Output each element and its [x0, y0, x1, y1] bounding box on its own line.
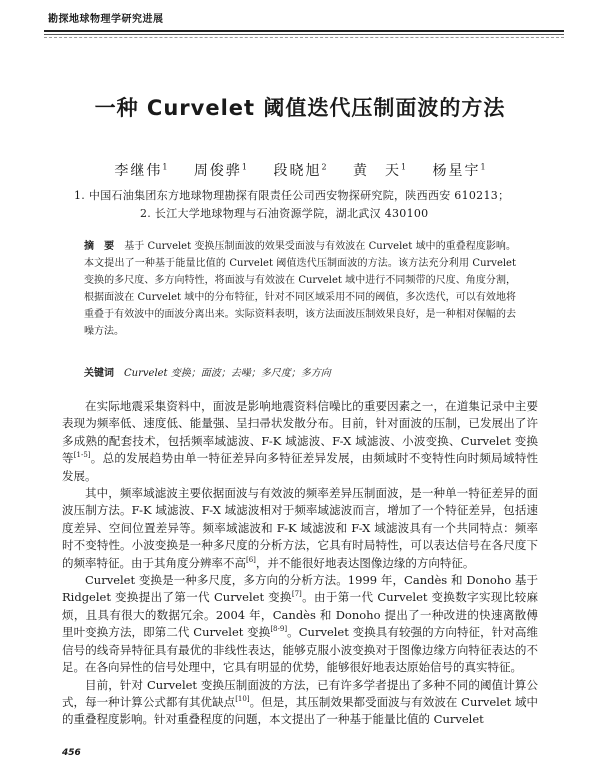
citation: [7] — [291, 590, 302, 599]
author-1 — [114, 163, 167, 179]
affiliation-1: 1. 中国石油集团东方地球物理勘探有限责任公司西安物探研究院，陕西西安 610213； — [74, 189, 510, 202]
keywords-label: 关键词 — [84, 368, 114, 379]
author-5 — [433, 163, 486, 179]
author-name: 段晓旭 — [273, 163, 322, 179]
body-paragraph-2 — [62, 485, 538, 572]
citation: [8-9] — [270, 625, 288, 634]
page-number: 456 — [62, 748, 81, 758]
paper-title: 一种 Curvelet 阈值迭代压制面波的方法 — [94, 96, 506, 120]
paragraph-text: 目前，针对 Curvelet 变换压制面波的方法，已有许多学者提出了多种不同的阈值计算公式，每一种计算公式都有其优缺点 — [62, 677, 538, 709]
author-3 — [273, 163, 326, 179]
citation: [1-5] — [73, 451, 91, 460]
paragraph-text: 。由于第一代 Curvelet 变换数字实现比较麻烦，且具有很大的数据冗余。2004 年，Candès 和 Donoho 提出了一种改进的快速离散傅里叶变换方法，即第二代 Curvelet 变换 — [62, 590, 539, 640]
paragraph-text: 。总的发展趋势由单一特征差异向多特征差异发展，由频域时不变特性向时频局域特性发展。 — [62, 451, 539, 483]
paragraph-text: 在实际地震采集资料中，面波是影响地震资料信噪比的重要因素之一，在道集记录中主要表现为频率低、速度低、能量强、呈扫帚状发散分布。目前，针对面波的压制，已发展出了许多成熟的配套技术，包括频率域滤波、F-K 域滤波、F-X 域滤波、小波变换、Curvelet 变换等 — [62, 399, 538, 466]
abstract — [84, 238, 516, 340]
journal-header: 勘探地球物理学研究进展 — [48, 14, 164, 25]
author-affiliation-mark: 1 — [480, 162, 486, 172]
abstract-text: 基于 Curvelet 变换压制面波的效果受面波与有效波在 Curvelet 域中的重叠程度影响。本文提出了一种基于能量比值的 Curvelet 阈值迭代压制面波的方法。该方法充分利用 Curvelet 变换的多尺度、多方向特性，将面波与有效波在 Curvelet 域中进行不同频带的尺度、角度分割，根据面波在 Curvelet 域中的分布特征，针对不同区域采用不同的阈值，多次迭代，可以有效地将重叠于有效波中的面波分离出来。实际资料表明，该方法面波压制效果良好，是一种相对保幅的去噪方法。 — [84, 241, 516, 337]
body-paragraph-1 — [62, 398, 538, 485]
paragraph-text: 。Curvelet 变换具有较强的方向特征，针对高维信号的线奇异特征具有最优的非线性表达，能够克服小波变换对于图像边缘方向特征表达的不足。在各向异性的信号处理中，它具有明显的优势，能够很好地表达原始信号的真实特征。 — [62, 625, 539, 675]
paragraph-text: ，并不能很好地表达图像边缘的方向特征。 — [255, 555, 475, 570]
abstract-label: 摘 要 — [84, 241, 115, 252]
author-affiliation-mark: 1 — [401, 162, 407, 172]
author-name: 杨星宇 — [432, 163, 481, 179]
body-paragraph-4 — [62, 677, 538, 729]
affiliation-2: 2. 长江大学地球物理与石油资源学院，湖北武汉 430100 — [140, 207, 429, 220]
citation: [10] — [235, 695, 250, 704]
citation: [6] — [246, 555, 256, 564]
keywords — [84, 365, 516, 382]
header-rule-dashed — [44, 37, 564, 38]
body-text — [62, 398, 538, 729]
paragraph-text: 其中，频率域滤波主要依据面波与有效波的频率差异压制面波，是一种单一特征差异的面波压制方法。F-K 域滤波、F-X 域滤波相对于频率域滤波而言，增加了一个特征差异，包括速度差异、空间位置差异等。频率域滤波和 F-K 域滤波和 F-X 域滤波具有一个共同特点：频率时不变特性。小波变换是一种多尺度的分析方法，它具有时局特性，可以表达信号在各尺度下的频率特征。由于其角度分辨率不高 — [62, 486, 538, 570]
author-name: 周俊骅 — [193, 163, 242, 179]
paragraph-text: 。但是，其压制效果都受面波与有效波在 Curvelet 域中的重叠程度影响。针对重叠程度的问题，本文提出了一种基于能量比值的 Curvelet — [62, 694, 539, 727]
keywords-text: Curvelet 变换；面波；去噪；多尺度；多方向 — [124, 368, 331, 379]
author-4 — [353, 163, 406, 179]
header-rule-thick — [44, 30, 564, 32]
author-2 — [194, 163, 247, 179]
author-affiliation-mark: 1 — [162, 162, 168, 172]
paragraph-text: Curvelet 变换是一种多尺度，多方向的分析方法。1999 年，Candès 和 Donoho 基于 Ridgelet 变换提出了第一代 Curvelet 变换 — [62, 573, 538, 605]
body-paragraph-3 — [62, 572, 538, 676]
header-rule-thin — [44, 34, 564, 35]
author-affiliation-mark: 1 — [241, 162, 247, 172]
author-name: 李继伟 — [114, 163, 163, 179]
author-name: 黄 天 — [353, 163, 401, 179]
author-affiliation-mark: 2 — [321, 162, 327, 172]
author-list — [0, 160, 600, 180]
